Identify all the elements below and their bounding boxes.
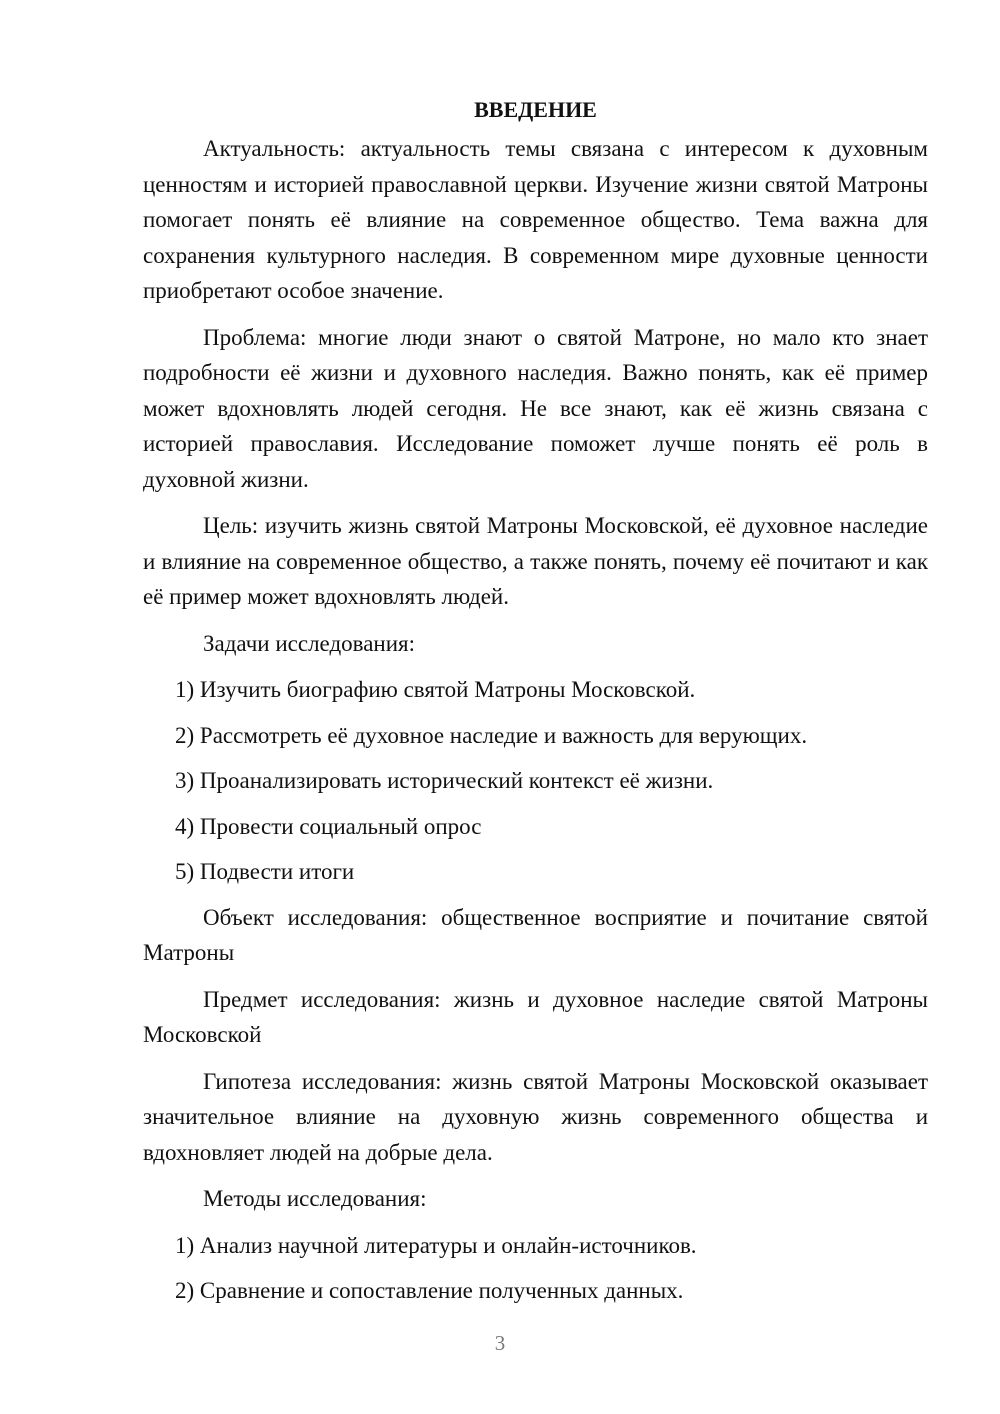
list-item: 4) Провести социальный опрос (175, 813, 482, 839)
subject-paragraph: Предмет исследования: жизнь и духовное наследие святой Матроны Московской (143, 986, 928, 1047)
tasks-list (143, 672, 928, 890)
problem-paragraph: Проблема: многие люди знают о святой Матроне, но мало кто знает подробности её жизни и духовного наследия. Важно понять, как её пример может вдохновлять людей сегодня. Не все знают, как её жизнь связана с историей православия. Исследование поможет лучше понять её роль в духовной жизни. (143, 324, 928, 492)
goal-paragraph: Цель: изучить жизнь святой Матроны Московской, её духовное наследие и влияние на современное общество, а также понять, почему её почитают и как её пример может вдохновлять людей. (143, 513, 928, 609)
tasks-heading: Задачи исследования: (203, 630, 416, 656)
relevance-paragraph: Актуальность: актуальность темы связана с интересом к духовным ценностям и историей православной церкви. Изучение жизни святой Матроны помогает понять её влияние на современное общество. Тема важна для сохранения культурного наследия. В современном мире духовные ценности приобретают особое значение. (143, 136, 928, 303)
list-item: 5) Подвести итоги (175, 859, 355, 884)
list-item: 2) Сравнение и сопоставление полученных данных. (175, 1278, 684, 1303)
list-item: 1) Изучить биографию святой Матроны Московской. (175, 677, 696, 702)
methods-heading: Методы исследования: (203, 1186, 427, 1211)
methods-list (143, 1228, 928, 1309)
page-number: 3 (494, 1331, 506, 1355)
page-content (143, 92, 928, 1319)
object-paragraph: Объект исследования: общественное восприятие и почитание святой Матроны (143, 904, 928, 965)
list-item: 1) Анализ научной литературы и онлайн-источников. (175, 1232, 697, 1258)
list-item: 2) Рассмотреть её духовное наследие и важность для верующих. (175, 722, 808, 748)
list-item: 3) Проанализировать исторический контекст её жизни. (175, 768, 714, 793)
page-title: ВВЕДЕНИЕ (474, 97, 597, 122)
hypothesis-paragraph: Гипотеза исследования: жизнь святой Матроны Московской оказывает значительное влияние на духовную жизнь современного общества и вдохновляет людей на добрые дела. (143, 1068, 928, 1165)
